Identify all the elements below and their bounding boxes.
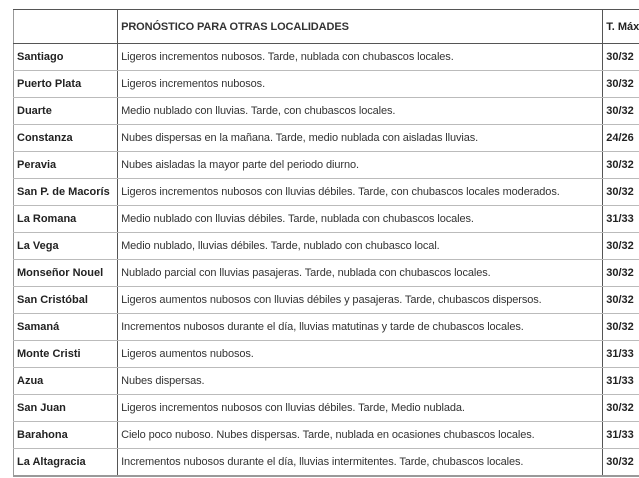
table-row: [14, 206, 639, 233]
location-cell: Constanza: [14, 125, 118, 152]
location-cell: La Altagracia: [14, 449, 118, 477]
forecast-cell: Medio nublado con lluvias. Tarde, con chubascos locales.: [118, 98, 603, 125]
table-row: [14, 152, 639, 179]
location-cell: San P. de Macorís: [14, 179, 118, 206]
table-row: [14, 368, 639, 395]
temp-cell: 24/26: [603, 125, 639, 152]
temp-cell: 31/33: [603, 206, 639, 233]
forecast-cell: Ligeros aumentos nubosos con lluvias débiles y pasajeras. Tarde, chubascos dispersos.: [118, 287, 603, 314]
forecast-cell: Nubes dispersas.: [118, 368, 603, 395]
table-row: [14, 314, 639, 341]
temp-cell: 30/32: [603, 71, 639, 98]
location-cell: Puerto Plata: [14, 71, 118, 98]
forecast-cell: Incrementos nubosos durante el día, lluvias matutinas y tarde de chubascos locales.: [118, 314, 603, 341]
temp-cell: 30/32: [603, 179, 639, 206]
table-row: [14, 125, 639, 152]
temp-cell: 31/33: [603, 422, 639, 449]
location-cell: Duarte: [14, 98, 118, 125]
table-row: [14, 233, 639, 260]
location-cell: Barahona: [14, 422, 118, 449]
table-header-row: [14, 10, 639, 44]
temp-cell: 30/32: [603, 287, 639, 314]
table-row: [14, 287, 639, 314]
location-cell: La Vega: [14, 233, 118, 260]
temp-cell: 31/33: [603, 341, 639, 368]
table-row: [14, 44, 639, 71]
forecast-cell: Ligeros aumentos nubosos.: [118, 341, 603, 368]
forecast-cell: Ligeros incrementos nubosos. Tarde, nublada con chubascos locales.: [118, 44, 603, 71]
table-row: [14, 449, 639, 477]
temp-cell: 30/32: [603, 98, 639, 125]
header-forecast: PRONÓSTICO PARA OTRAS LOCALIDADES: [118, 10, 603, 44]
location-cell: Azua: [14, 368, 118, 395]
table-row: [14, 179, 639, 206]
location-cell: San Juan: [14, 395, 118, 422]
forecast-cell: Ligeros incrementos nubosos con lluvias débiles. Tarde, Medio nublada.: [118, 395, 603, 422]
location-cell: Peravia: [14, 152, 118, 179]
table-row: [14, 98, 639, 125]
temp-cell: 30/32: [603, 152, 639, 179]
location-cell: Samaná: [14, 314, 118, 341]
forecast-cell: Ligeros incrementos nubosos.: [118, 71, 603, 98]
location-cell: La Romana: [14, 206, 118, 233]
temp-cell: 30/32: [603, 260, 639, 287]
forecast-cell: Medio nublado, lluvias débiles. Tarde, nublado con chubasco local.: [118, 233, 603, 260]
location-cell: Santiago: [14, 44, 118, 71]
temp-cell: 30/32: [603, 314, 639, 341]
location-cell: San Cristóbal: [14, 287, 118, 314]
forecast-table-container: [13, 9, 639, 477]
forecast-cell: Nubes dispersas en la mañana. Tarde, medio nublada con aisladas lluvias.: [118, 125, 603, 152]
forecast-cell: Ligeros incrementos nubosos con lluvias débiles. Tarde, con chubascos locales moderados.: [118, 179, 603, 206]
forecast-cell: Nubes aisladas la mayor parte del periodo diurno.: [118, 152, 603, 179]
forecast-cell: Nublado parcial con lluvias pasajeras. Tarde, nublada con chubascos locales.: [118, 260, 603, 287]
forecast-table: [13, 9, 639, 477]
table-row: [14, 395, 639, 422]
table-row: [14, 260, 639, 287]
forecast-cell: Incrementos nubosos durante el día, lluvias intermitentes. Tarde, chubascos locales.: [118, 449, 603, 477]
temp-cell: 30/32: [603, 395, 639, 422]
temp-cell: 30/32: [603, 449, 639, 477]
location-cell: Monte Cristi: [14, 341, 118, 368]
temp-cell: 31/33: [603, 368, 639, 395]
forecast-cell: Medio nublado con lluvias débiles. Tarde, nublada con chubascos locales.: [118, 206, 603, 233]
temp-cell: 30/32: [603, 44, 639, 71]
header-location: [14, 10, 118, 44]
location-cell: Monseñor Nouel: [14, 260, 118, 287]
table-row: [14, 341, 639, 368]
header-temp-max: T. Máx: [603, 10, 639, 44]
table-row: [14, 422, 639, 449]
temp-cell: 30/32: [603, 233, 639, 260]
table-row: [14, 71, 639, 98]
forecast-cell: Cielo poco nuboso. Nubes dispersas. Tarde, nublada en ocasiones chubascos locales.: [118, 422, 603, 449]
